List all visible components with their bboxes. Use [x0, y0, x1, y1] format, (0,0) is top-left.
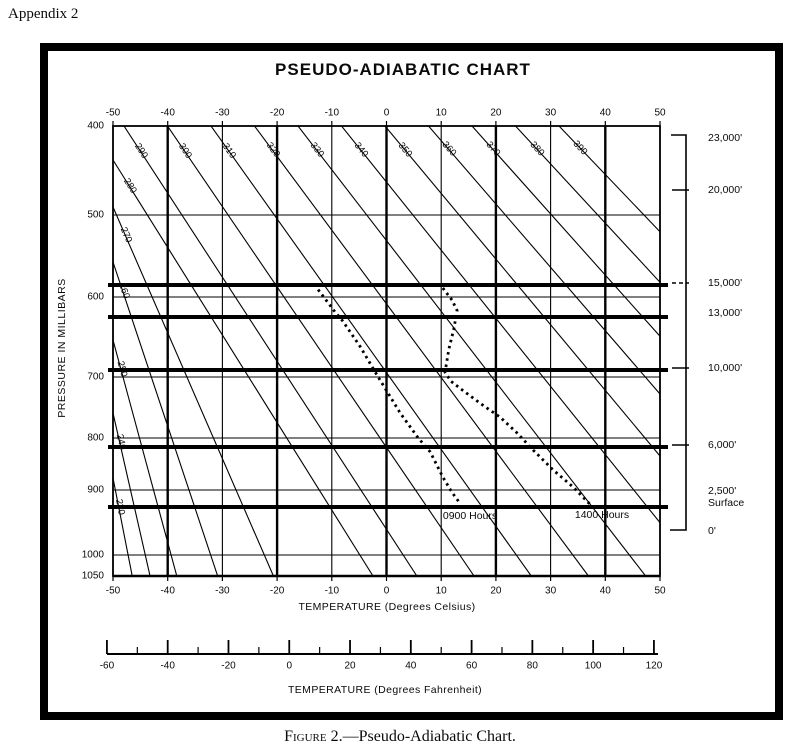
adiabat-label: 260 — [116, 281, 132, 300]
adiabat-label: 350 — [395, 139, 415, 160]
fahrenheit-tick-label: 20 — [344, 660, 356, 672]
celsius-top-tick-label: 0 — [383, 107, 390, 119]
celsius-bottom-tick-label: -20 — [269, 585, 285, 597]
celsius-bottom-tick-label: 40 — [599, 585, 611, 597]
fahrenheit-axis-title: TEMPERATURE (Degrees Fahrenheit) — [287, 684, 483, 697]
pressure-tick-label: 400 — [87, 120, 104, 132]
adiabat-label: 320 — [264, 140, 283, 161]
altitude-label-line2: Surface — [708, 497, 745, 509]
celsius-top-tick-label: -30 — [215, 107, 230, 119]
adiabat-label: 230 — [113, 498, 128, 517]
figure-caption — [0, 728, 800, 746]
pressure-tick-label: 900 — [87, 484, 104, 496]
adiabat-label: 240 — [114, 433, 129, 452]
chart-title: PSEUDO-ADIABATIC CHART — [275, 60, 531, 79]
celsius-top-tick-label: 10 — [435, 107, 447, 119]
celsius-top-tick-label: 30 — [545, 107, 557, 119]
fahrenheit-tick-label: 40 — [405, 660, 417, 672]
celsius-bottom-tick-label: 50 — [654, 585, 666, 597]
pressure-tick-label: 500 — [87, 209, 104, 221]
celsius-bottom-tick-label: -50 — [105, 585, 121, 597]
adiabat-label: 250 — [114, 359, 130, 379]
fahrenheit-tick-label: -60 — [99, 660, 115, 672]
pressure-tick-label: 1050 — [81, 570, 104, 582]
celsius-bottom-tick-label: 10 — [435, 585, 447, 597]
fahrenheit-tick-label: -40 — [160, 660, 175, 672]
adiabat-label: 390 — [570, 138, 590, 158]
celsius-bottom-tick-label: 20 — [490, 585, 502, 597]
figure-caption-number: Figure 2. — [284, 728, 343, 745]
fahrenheit-tick-label: -20 — [221, 660, 236, 672]
sounding-label: 0900 Hours — [442, 510, 498, 522]
altitude-label: 23,000' — [708, 132, 743, 144]
celsius-bottom-tick-label: -10 — [324, 585, 340, 597]
altitude-label: 20,000' — [708, 184, 743, 196]
sounding-label: 1400 Hours — [574, 509, 630, 521]
celsius-bottom-tick-label: -30 — [215, 585, 230, 597]
adiabat-label: 270 — [117, 225, 135, 245]
altitude-label: 0' — [708, 525, 716, 537]
altitude-label: 2,500' Surface — [708, 485, 745, 509]
celsius-top-tick-label: 40 — [599, 107, 611, 119]
fahrenheit-tick-label: 120 — [645, 660, 663, 672]
adiabat-label: 300 — [176, 141, 195, 161]
appendix-label: Appendix 2 — [8, 6, 79, 22]
fahrenheit-tick-label: 80 — [526, 660, 538, 672]
adiabat-label: 360 — [439, 139, 459, 159]
celsius-top-tick-label: -10 — [324, 107, 340, 119]
adiabat-label: 380 — [527, 138, 546, 159]
celsius-axis-title: TEMPERATURE (Degrees Celsius) — [298, 601, 476, 614]
figure-caption-text: —Pseudo-Adiabatic Chart. — [342, 728, 516, 745]
adiabat-label: 280 — [120, 176, 139, 196]
altitude-label: 13,000' — [708, 307, 743, 319]
celsius-bottom-tick-label: -40 — [160, 585, 175, 597]
altitude-label: 6,000' — [708, 439, 737, 451]
celsius-top-tick-label: -20 — [269, 107, 285, 119]
fahrenheit-tick-label: 60 — [466, 660, 478, 672]
adiabat-label: 330 — [307, 140, 327, 160]
fahrenheit-tick-label: 100 — [584, 660, 602, 672]
celsius-top-tick-label: 50 — [654, 107, 666, 119]
pressure-tick-label: 700 — [87, 371, 104, 383]
adiabat-label: 290 — [132, 141, 151, 162]
fahrenheit-tick-label: 0 — [286, 660, 293, 672]
celsius-bottom-tick-label: 0 — [383, 585, 390, 597]
celsius-top-tick-label: -50 — [105, 107, 121, 119]
celsius-bottom-tick-label: 30 — [545, 585, 557, 597]
figure-border — [40, 43, 783, 720]
adiabat-label: 370 — [483, 139, 503, 159]
celsius-top-tick-label: -40 — [160, 107, 175, 119]
pressure-tick-label: 1000 — [81, 549, 104, 561]
adiabat-label: 310 — [220, 141, 239, 161]
altitude-label: 10,000' — [708, 362, 743, 374]
pressure-tick-label: 800 — [87, 432, 104, 444]
pressure-axis-title: PRESSURE IN MILLIBARS — [56, 278, 68, 418]
altitude-label: 15,000' — [708, 277, 743, 289]
celsius-top-tick-label: 20 — [490, 107, 502, 119]
adiabat-label: 340 — [351, 140, 371, 160]
pressure-tick-label: 600 — [87, 291, 104, 303]
